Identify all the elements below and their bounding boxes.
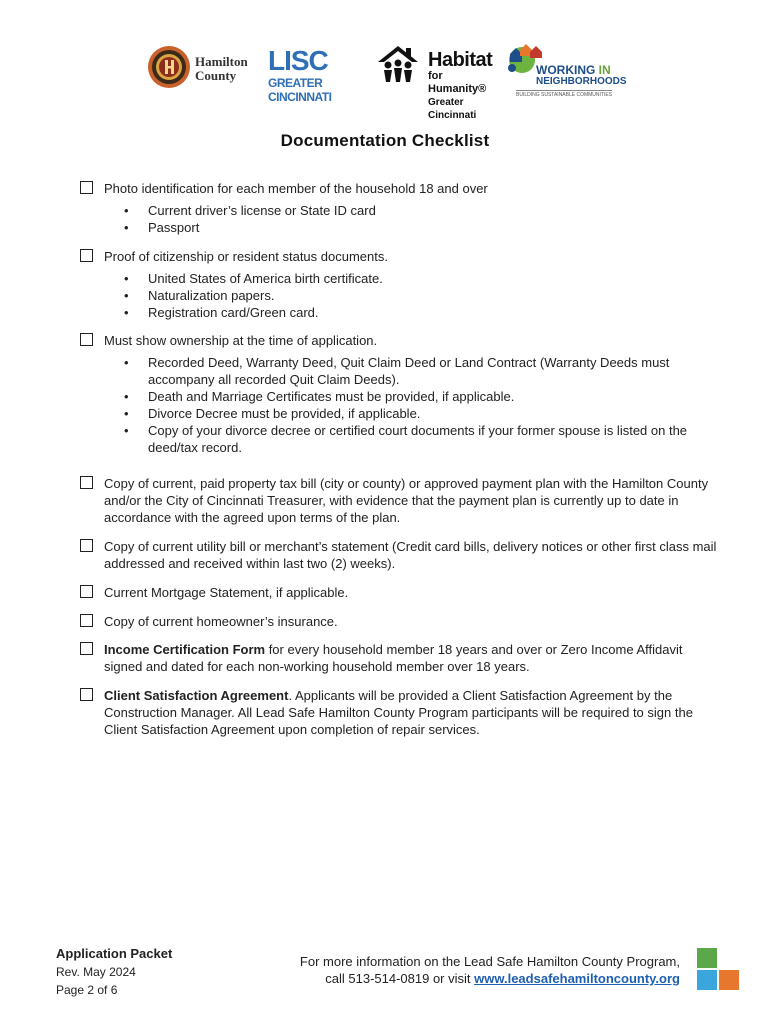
checklist-item-client-satisfaction (80, 687, 720, 738)
bullet-item: • Registration card/Green card. (104, 304, 720, 321)
footer-contact-info (268, 953, 680, 987)
lisc-logo (268, 45, 364, 104)
bullet-item: • Death and Marriage Certificates must be provided, if applicable. (104, 388, 720, 405)
bullet-item: • Passport (104, 219, 720, 236)
bullet-list (104, 354, 720, 456)
hamilton-county-logo (147, 45, 257, 97)
checkbox[interactable] (80, 585, 93, 598)
item-text: Must show ownership at the time of application. (104, 333, 378, 348)
checklist-item-insurance (80, 613, 720, 630)
checkbox[interactable] (80, 614, 93, 627)
lisc-wordmark: LISC (268, 45, 328, 76)
checklist-item-income-certification (80, 641, 720, 675)
checkbox[interactable] (80, 642, 93, 655)
brand-square-blue (697, 970, 717, 990)
contact-phone-text: call 513-514-0819 or visit (325, 971, 475, 986)
contact-line-2 (268, 970, 680, 987)
item-bold-label: Client Satisfaction Agreement (104, 688, 289, 703)
website-link[interactable]: www.leadsafehamiltoncounty.org (474, 971, 680, 986)
bullet-list (104, 270, 720, 321)
footer-packet-info (56, 945, 172, 999)
packet-label: Application Packet (56, 946, 173, 961)
checklist-item-mortgage (80, 584, 720, 601)
checkbox[interactable] (80, 539, 93, 552)
lisc-subtitle: GREATER CINCINNATI (268, 76, 332, 104)
habitat-wordmark: Habitat for Humanity® Greater Cincinnati (428, 49, 493, 121)
item-bold-label: Income Certification Form (104, 642, 266, 657)
revision-label: Rev. May 2024 (56, 965, 136, 979)
checkbox[interactable] (80, 249, 93, 262)
item-text: Proof of citizenship or resident status documents. (104, 249, 388, 264)
item-text: Copy of current homeowner’s insurance. (104, 614, 338, 629)
item-text: Copy of current utility bill or merchant’s statement (Credit card bills, delivery notices or other first class mail addressed and received within last two (2) weeks). (104, 539, 717, 571)
habitat-house-people-icon (376, 44, 426, 84)
hamilton-county-wordmark: Hamilton County (195, 54, 248, 83)
checklist-item-photo-id (80, 180, 720, 236)
checklist-item-utility-bill (80, 538, 720, 572)
county-seal-icon (147, 45, 191, 89)
item-text: Copy of current, paid property tax bill (city or county) or approved payment plan with the Hamilton County and/or the City of Cincinnati Treasurer, with evidence that the payment plan is currently up to date in accordance with the agreed upon terms of the plan. (104, 476, 709, 525)
page-number: Page 2 of 6 (56, 983, 118, 997)
checklist-item-citizenship (80, 248, 720, 321)
page-title: Documentation Checklist (280, 131, 490, 150)
documentation-checklist (80, 180, 720, 738)
checkbox[interactable] (80, 181, 93, 194)
checkbox[interactable] (80, 333, 93, 346)
working-in-neighborhoods-logo (506, 44, 632, 98)
item-text: Current Mortgage Statement, if applicable. (104, 585, 349, 600)
bullet-list (104, 202, 720, 236)
item-body: for every household member 18 years and over or Zero Income Affidavit signed and dated for each non-working household member over 18 years. (104, 642, 683, 674)
item-body: . Applicants will be provided a Client Satisfaction Agreement by the Construction Manager. All Lead Safe Hamilton County Program participants will be required to sign the Client Satisfaction Agreement upon completion of repair services. (104, 688, 693, 737)
bullet-item: • Recorded Deed, Warranty Deed, Quit Claim Deed or Land Contract (Warranty Deeds must accompany all recorded Quit Claim Deeds). (104, 354, 720, 388)
bullet-item: • United States of America birth certificate. (104, 270, 720, 287)
contact-line-1: For more information on the Lead Safe Hamilton County Program, (299, 954, 680, 969)
habitat-logo (376, 44, 496, 121)
win-tagline: BUILDING SUSTAINABLE COMMUNITIES (516, 92, 613, 98)
win-wordmark: WORKING IN NEIGHBORHOODS (536, 63, 627, 87)
bullet-item: • Current driver’s license or State ID card (104, 202, 720, 219)
brand-square-orange (719, 970, 739, 990)
checklist-item-ownership (80, 332, 720, 456)
checkbox[interactable] (80, 688, 93, 701)
bullet-item: • Divorce Decree must be provided, if applicable. (104, 405, 720, 422)
brand-square-green (697, 948, 717, 968)
item-text (104, 641, 720, 675)
logo-bar (0, 40, 770, 121)
checklist-item-property-tax (80, 475, 720, 526)
item-text: Photo identification for each member of the household 18 and over (104, 181, 488, 196)
bullet-item: • Copy of your divorce decree or certified court documents if your former spouse is listed on the deed/tax record. (104, 422, 720, 456)
checkbox[interactable] (80, 476, 93, 489)
bullet-item: • Naturalization papers. (104, 287, 720, 304)
item-text (104, 687, 720, 738)
